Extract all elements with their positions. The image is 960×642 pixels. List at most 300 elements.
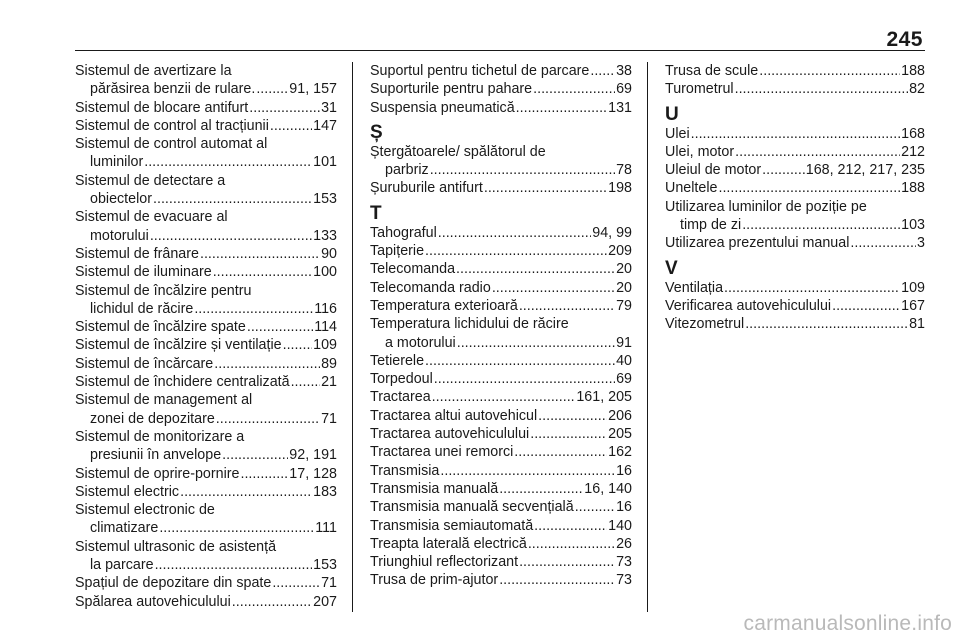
entry-label: Tapițerie <box>370 243 425 260</box>
leader-dots <box>425 352 615 370</box>
page-reference: 133 <box>313 227 337 244</box>
page-reference: 91 <box>616 334 632 351</box>
leader-dots <box>492 279 615 297</box>
entry-label: Telecomanda radio <box>370 279 491 296</box>
index-entry <box>370 535 632 553</box>
leader-dots <box>499 480 583 498</box>
entry-last-line <box>370 99 632 117</box>
entry-last-line <box>75 556 337 574</box>
leader-dots <box>213 263 312 281</box>
index-entry <box>75 263 337 281</box>
leader-dots <box>484 179 607 197</box>
entry-label: Sistemul de încălzire și ventilație <box>75 337 282 354</box>
leader-dots <box>519 553 615 571</box>
entry-label: Șuruburile antifurt <box>370 180 483 197</box>
entry-last-line <box>665 315 925 333</box>
entry-last-line <box>75 483 337 501</box>
leader-dots <box>735 143 900 161</box>
page-reference: 116 <box>314 300 337 317</box>
entry-last-line <box>75 373 337 391</box>
page-reference: 21 <box>321 374 337 391</box>
page-reference: 161, 205 <box>576 389 632 406</box>
page-reference: 109 <box>313 337 337 354</box>
index-entry <box>75 483 337 501</box>
page-reference: 3 <box>917 235 925 252</box>
page-reference: 94, 99 <box>592 224 632 241</box>
index-entry <box>75 501 337 538</box>
leader-dots <box>438 224 591 242</box>
index-entry <box>665 179 925 197</box>
entry-label: Utilizarea prezentului manual <box>665 235 850 252</box>
entry-label: timp de zi <box>680 217 742 234</box>
entry-label: Ulei <box>665 125 690 142</box>
entry-label: Ventilația <box>665 279 724 296</box>
page-reference: 162 <box>608 444 632 461</box>
index-entry <box>75 99 337 117</box>
index-entry <box>665 297 925 315</box>
entry-last-line <box>665 179 925 197</box>
entry-last-line <box>75 519 337 537</box>
page-reference: 109 <box>901 279 925 296</box>
entry-label: Sistemul de oprire-pornire <box>75 465 240 482</box>
leader-dots <box>153 190 312 208</box>
leader-dots <box>691 125 901 143</box>
page-reference: 69 <box>616 371 632 388</box>
index-column-3 <box>665 62 925 334</box>
index-entry <box>75 172 337 209</box>
entry-last-line <box>75 574 337 592</box>
leader-dots <box>247 318 313 336</box>
index-entry <box>370 462 632 480</box>
leader-dots <box>283 336 313 354</box>
entry-text-line: Temperatura lichidului de răcire <box>370 316 569 333</box>
page-reference: 147 <box>313 117 337 134</box>
index-entry <box>75 245 337 263</box>
entry-last-line <box>75 153 337 171</box>
entry-label: părăsirea benzii de rulare. <box>90 81 256 98</box>
entry-last-line <box>75 355 337 373</box>
entry-label: Spălarea autovehiculului <box>75 593 231 610</box>
page-reference: 167 <box>901 297 925 314</box>
index-entry <box>370 260 632 278</box>
entry-label: Sistemul de frânare <box>75 245 199 262</box>
entry-last-line <box>370 517 632 535</box>
index-entry <box>370 242 632 260</box>
page-reference: 40 <box>616 352 632 369</box>
index-entry <box>665 315 925 333</box>
leader-dots <box>291 373 321 391</box>
page-reference: 183 <box>313 483 337 500</box>
entry-last-line <box>370 224 632 242</box>
index-entry <box>370 425 632 443</box>
leader-dots <box>240 465 288 483</box>
leader-dots <box>256 80 288 98</box>
watermark: carmanualsonline.info <box>743 612 952 635</box>
entry-last-line <box>370 179 632 197</box>
index-entry <box>75 593 337 611</box>
column-divider-1 <box>352 62 353 612</box>
entry-last-line <box>665 143 925 161</box>
leader-dots <box>590 62 615 80</box>
entry-label: obiectelor <box>90 191 152 208</box>
page-reference: 89 <box>321 355 337 372</box>
entry-text-line: Sistemul de avertizare la <box>75 63 232 79</box>
entry-last-line <box>75 263 337 281</box>
leader-dots <box>150 227 312 245</box>
entry-text-line: Sistemul electronic de <box>75 502 215 519</box>
page-reference: 140 <box>608 517 632 534</box>
entry-label: Trusa de prim-ajutor <box>370 572 499 589</box>
page-reference: 111 <box>315 520 337 537</box>
entry-last-line <box>370 370 632 388</box>
leader-dots <box>434 370 615 388</box>
leader-dots <box>519 297 615 315</box>
entry-last-line <box>370 297 632 315</box>
entry-last-line <box>370 334 632 352</box>
entry-last-line <box>75 80 337 98</box>
entry-last-line <box>665 125 925 143</box>
leader-dots <box>742 216 900 234</box>
index-entry <box>370 498 632 516</box>
entry-last-line <box>370 242 632 260</box>
entry-last-line <box>370 260 632 278</box>
leader-dots <box>850 234 916 252</box>
leader-dots <box>272 574 320 592</box>
entry-label: Vitezometrul <box>665 316 745 333</box>
leader-dots <box>735 80 909 98</box>
entry-label: Sistemul de încălzire spate <box>75 319 246 336</box>
entry-last-line <box>370 498 632 516</box>
page-reference: 209 <box>608 243 632 260</box>
entry-label: Temperatura exterioară <box>370 297 518 314</box>
page-reference: 90 <box>321 245 337 262</box>
index-entry <box>370 370 632 388</box>
page-reference: 71 <box>321 410 337 427</box>
entry-label: Turometrul <box>665 81 734 98</box>
page-reference: 73 <box>616 554 632 571</box>
entry-label: Tractarea autovehiculului <box>370 426 530 443</box>
leader-dots <box>214 355 320 373</box>
entry-last-line <box>665 216 925 234</box>
leader-dots <box>232 593 312 611</box>
index-entry <box>370 388 632 406</box>
entry-label: zonei de depozitare <box>90 410 215 427</box>
entry-label: Tractarea unei remorci <box>370 444 514 461</box>
entry-label: motorului <box>90 227 149 244</box>
entry-label: Tractarea <box>370 389 431 406</box>
index-column-1 <box>75 62 337 611</box>
entry-last-line <box>370 388 632 406</box>
leader-dots <box>159 519 314 537</box>
entry-last-line <box>75 227 337 245</box>
entry-last-line <box>370 62 632 80</box>
leader-dots <box>530 425 607 443</box>
index-entry <box>370 517 632 535</box>
page-reference: 73 <box>616 572 632 589</box>
column-divider-2 <box>647 62 648 612</box>
entry-label: Sistemul electric <box>75 483 180 500</box>
entry-label: la parcare <box>90 557 154 574</box>
entry-label: Uleiul de motor <box>665 162 762 179</box>
page-reference: 131 <box>608 99 632 116</box>
index-entry <box>665 143 925 161</box>
index-column-2 <box>370 62 632 590</box>
page-reference: 71 <box>321 575 337 592</box>
entry-label: Sistemul de închidere centralizată <box>75 374 290 391</box>
entry-last-line <box>370 352 632 370</box>
entry-last-line <box>370 407 632 425</box>
index-entry <box>370 99 632 117</box>
page-reference: 79 <box>616 297 632 314</box>
entry-label: Sistemul de iluminare <box>75 264 212 281</box>
page-reference: 188 <box>901 180 925 197</box>
page-reference: 198 <box>608 180 632 197</box>
entry-label: Torpedoul <box>370 371 433 388</box>
index-entry <box>665 234 925 252</box>
leader-dots <box>745 315 908 333</box>
entry-text-line: Utilizarea luminilor de poziție pe <box>665 198 867 215</box>
entry-last-line <box>665 80 925 98</box>
leader-dots <box>499 571 615 589</box>
leader-dots <box>432 388 576 406</box>
entry-last-line <box>665 279 925 297</box>
entry-last-line <box>370 279 632 297</box>
entry-text-line: Sistemul de control automat al <box>75 136 268 153</box>
entry-label: Uneltele <box>665 180 718 197</box>
entry-text-line: Sistemul de încălzire pentru <box>75 282 252 299</box>
leader-dots <box>155 556 313 574</box>
index-entry <box>370 62 632 80</box>
page-reference: 20 <box>616 279 632 296</box>
leader-dots <box>534 517 607 535</box>
entry-last-line <box>370 462 632 480</box>
entry-last-line <box>370 535 632 553</box>
entry-label: Suspensia pneumatică <box>370 99 515 116</box>
page-reference: 168 <box>901 125 925 142</box>
entry-last-line <box>75 117 337 135</box>
entry-label: Tetierele <box>370 352 425 369</box>
page-reference: 92, 191 <box>289 447 337 464</box>
entry-label: Ulei, motor <box>665 143 735 160</box>
index-entry <box>75 465 337 483</box>
section-letter: V <box>665 257 678 279</box>
index-entry <box>370 179 632 197</box>
page-reference: 168, 212, 217, 235 <box>805 162 925 179</box>
leader-dots <box>144 153 312 171</box>
leader-dots <box>425 242 607 260</box>
leader-dots <box>222 446 288 464</box>
index-entry <box>75 574 337 592</box>
entry-last-line <box>370 553 632 571</box>
index-entry <box>370 224 632 242</box>
entry-last-line <box>75 318 337 336</box>
leader-dots <box>575 498 615 516</box>
entry-label: Suportul pentru tichetul de parcare <box>370 63 590 79</box>
page-reference: 206 <box>608 407 632 424</box>
index-entry <box>75 62 337 99</box>
index-entry <box>665 125 925 143</box>
index-entry <box>370 352 632 370</box>
index-entry <box>75 208 337 245</box>
page-reference: 82 <box>909 81 925 98</box>
entry-last-line <box>75 190 337 208</box>
page-reference: 26 <box>616 535 632 552</box>
leader-dots <box>718 179 900 197</box>
index-entry <box>75 538 337 575</box>
entry-text-line: Sistemul ultrasonic de asistență <box>75 538 277 555</box>
index-entry <box>370 279 632 297</box>
entry-label: lichidul de răcire <box>90 300 194 317</box>
entry-label: luminilor <box>90 154 144 171</box>
entry-label: Verificarea autovehiculului <box>665 297 832 314</box>
index-entry <box>75 428 337 465</box>
leader-dots <box>430 161 615 179</box>
entry-label: Transmisia manuală secvențială <box>370 499 574 516</box>
entry-label: Transmisia <box>370 462 440 479</box>
entry-last-line <box>665 297 925 315</box>
index-entry <box>665 62 925 80</box>
leader-dots <box>216 410 320 428</box>
leader-dots <box>724 279 900 297</box>
entry-label: Trusa de scule <box>665 63 759 79</box>
page-reference: 103 <box>901 217 925 234</box>
index-entry <box>75 336 337 354</box>
index-entry <box>370 571 632 589</box>
entry-last-line <box>75 99 337 117</box>
leader-dots <box>270 117 312 135</box>
entry-label: parbriz <box>385 162 429 179</box>
entry-last-line <box>665 161 925 179</box>
entry-text-line: Sistemul de detectare a <box>75 172 226 189</box>
index-entry <box>75 135 337 172</box>
index-entry <box>75 117 337 135</box>
entry-label: climatizare <box>90 520 159 537</box>
leader-dots <box>456 260 615 278</box>
entry-label: Telecomanda <box>370 261 456 278</box>
leader-dots <box>759 62 900 80</box>
entry-label: Sistemul de control al tracțiunii <box>75 117 269 134</box>
index-entry <box>665 161 925 179</box>
leader-dots <box>514 443 607 461</box>
entry-label: Transmisia manuală <box>370 480 499 497</box>
index-entry <box>665 279 925 297</box>
page-reference: 69 <box>616 81 632 98</box>
page-reference: 91, 157 <box>289 81 337 98</box>
entry-label: Spațiul de depozitare din spate <box>75 575 272 592</box>
entry-last-line <box>370 571 632 589</box>
entry-label: Tahograful <box>370 224 437 241</box>
entry-last-line <box>75 410 337 428</box>
leader-dots <box>538 407 607 425</box>
page-reference: 16, 140 <box>584 480 632 497</box>
index-entry <box>75 282 337 319</box>
page-reference: 205 <box>608 426 632 443</box>
header-rule <box>75 50 925 51</box>
entry-last-line <box>75 245 337 263</box>
index-entry <box>665 80 925 98</box>
page-reference: 153 <box>313 191 337 208</box>
entry-text-line: Sistemul de monitorizare a <box>75 428 245 445</box>
entry-label: Suporturile pentru pahare <box>370 81 533 98</box>
section-letter: T <box>370 202 382 224</box>
entry-label: Triunghiul reflectorizant <box>370 554 519 571</box>
section-letter: U <box>665 103 679 125</box>
page-reference: 81 <box>909 316 925 333</box>
page-reference: 207 <box>313 593 337 610</box>
entry-label: a motorului <box>385 334 456 351</box>
index-entry <box>75 391 337 428</box>
leader-dots <box>533 80 615 98</box>
page-reference: 114 <box>314 319 337 336</box>
page-reference: 153 <box>313 557 337 574</box>
page-reference: 16 <box>616 462 632 479</box>
leader-dots <box>832 297 900 315</box>
page-reference: 38 <box>616 63 632 79</box>
page-reference: 20 <box>616 261 632 278</box>
index-entry <box>370 143 632 180</box>
index-entry <box>75 318 337 336</box>
entry-last-line <box>75 336 337 354</box>
leader-dots <box>457 334 615 352</box>
entry-label: Treapta laterală electrică <box>370 535 527 552</box>
leader-dots <box>528 535 615 553</box>
entry-label: Transmisia semiautomată <box>370 517 534 534</box>
entry-label: Sistemul de blocare antifurt <box>75 99 249 116</box>
index-entry <box>370 297 632 315</box>
index-entry <box>370 480 632 498</box>
leader-dots <box>180 483 312 501</box>
entry-text-line: Sistemul de evacuare al <box>75 209 228 226</box>
page-reference: 188 <box>901 63 925 79</box>
page-reference: 212 <box>901 143 925 160</box>
section-letter: Ș <box>370 121 383 143</box>
entry-last-line <box>370 443 632 461</box>
leader-dots <box>762 161 805 179</box>
entry-text-line: Ștergătoarele/ spălătorul de <box>370 143 546 160</box>
page-reference: 17, 128 <box>289 465 337 482</box>
index-entry <box>370 443 632 461</box>
index-entry <box>370 315 632 352</box>
leader-dots <box>440 462 615 480</box>
leader-dots <box>194 300 313 318</box>
entry-label: presiunii în anvelope <box>90 447 222 464</box>
entry-last-line <box>370 161 632 179</box>
entry-last-line <box>370 80 632 98</box>
page-reference: 78 <box>616 162 632 179</box>
entry-last-line <box>75 465 337 483</box>
entry-last-line <box>75 300 337 318</box>
index-entry <box>370 407 632 425</box>
index-entry <box>370 553 632 571</box>
leader-dots <box>200 245 320 263</box>
leader-dots <box>249 99 320 117</box>
entry-last-line <box>75 446 337 464</box>
page-reference: 16 <box>616 499 632 516</box>
index-entry <box>75 373 337 391</box>
entry-last-line <box>75 593 337 611</box>
entry-last-line <box>370 425 632 443</box>
entry-label: Sistemul de încărcare <box>75 355 214 372</box>
leader-dots <box>516 99 607 117</box>
entry-text-line: Sistemul de management al <box>75 392 253 409</box>
index-entry <box>75 355 337 373</box>
page-reference: 31 <box>321 99 337 116</box>
page-reference: 101 <box>313 154 337 171</box>
page-number: 245 <box>886 28 923 51</box>
entry-last-line <box>370 480 632 498</box>
page-reference: 100 <box>313 264 337 281</box>
entry-label: Tractarea altui autovehicul <box>370 407 538 424</box>
